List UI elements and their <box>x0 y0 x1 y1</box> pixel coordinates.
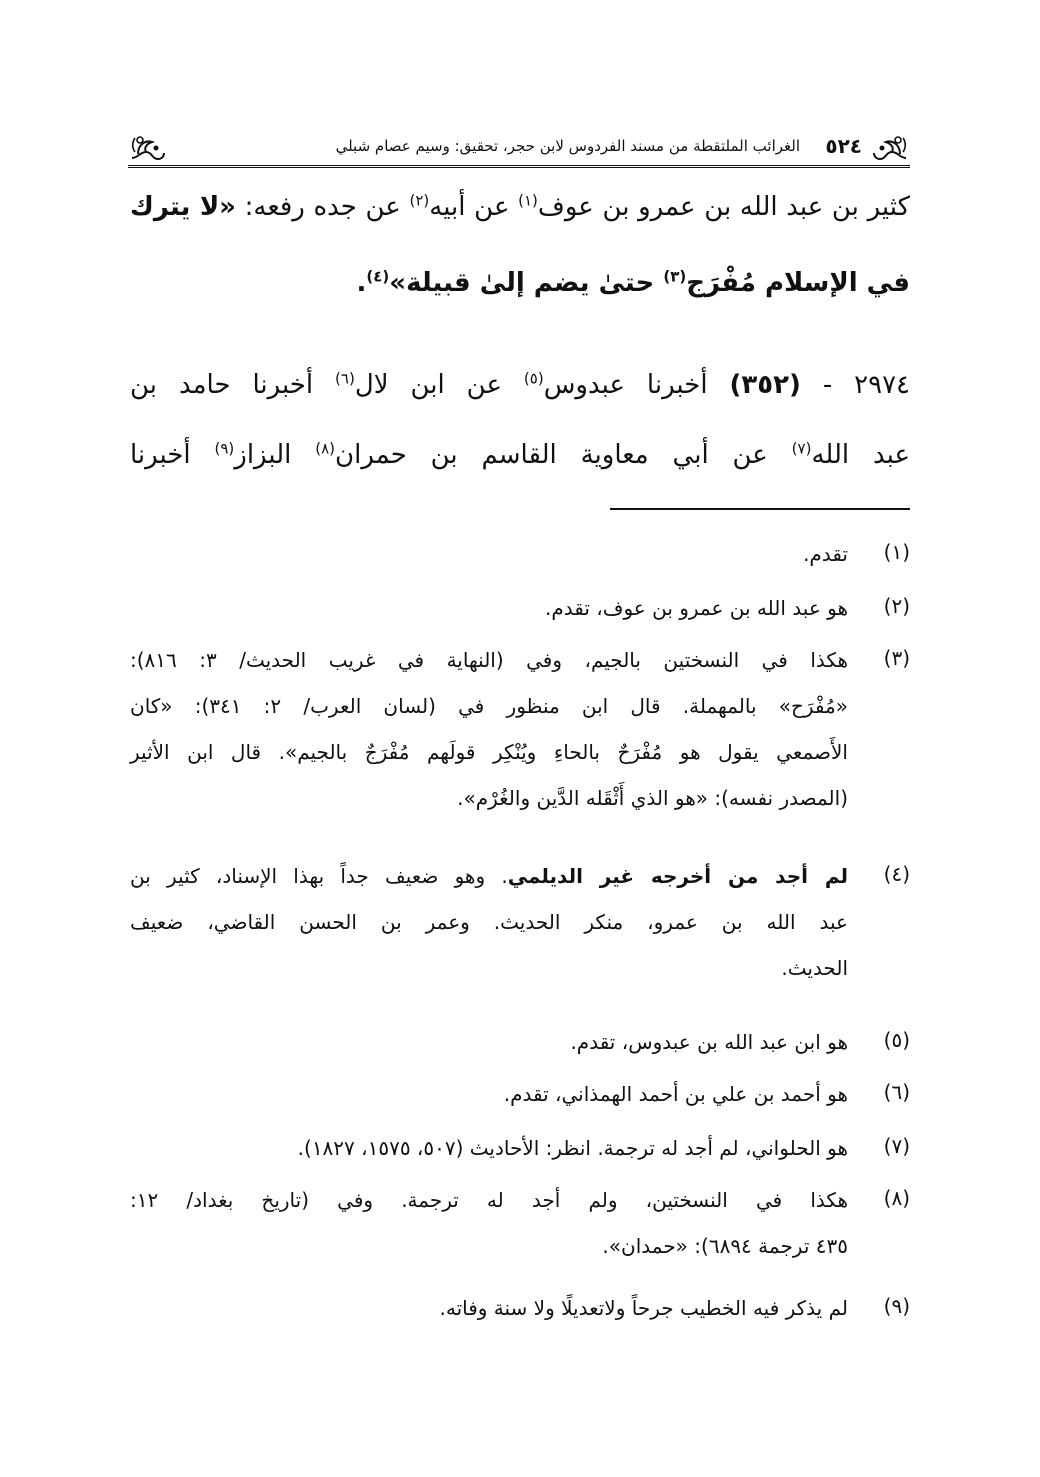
running-header <box>128 128 910 168</box>
footnote-text: هو ابن عبد الله بن عبدوس، تقدم. <box>570 1030 848 1054</box>
floral-ornament-icon <box>870 132 910 164</box>
main-text-line: في الإسلام مُفْرَج$^{(٣)}$ حتىٰ يضم إلىٰ قبيلة»$^{(٤)}$. <box>356 267 910 298</box>
footnote-text: الحديث. <box>781 956 848 980</box>
footnote-number: (٥) <box>883 1028 910 1052</box>
footnote-text: هكذا في النسختين بالجيم، وفي (النهاية في غريب الحديث/ ٣: ٨١٦): <box>130 648 848 672</box>
footnote-number: (٩) <box>883 1294 910 1318</box>
footnote-text: (المصدر نفسه): «هو الذي أَثْقَله الدَّين والغُرْم». <box>457 786 848 810</box>
page-number: ٥٢٤ <box>825 134 862 158</box>
footnote-number: (٢) <box>883 594 910 618</box>
footnote-number: (١) <box>883 540 910 564</box>
floral-ornament-icon <box>128 132 168 164</box>
footnote-text: ٤٣٥ ترجمة ٦٨٩٤): «حمدان». <box>602 1234 848 1258</box>
footnote-text: لم أجد من أخرجه غير الديلمي. وهو ضعيف جداً بهذا الإسناد، كثير بن <box>130 864 849 888</box>
footnote-text: لم يذكر فيه الخطيب جرحاً ولاتعديلًا ولا سنة وفاته. <box>439 1296 848 1320</box>
footnote-text: هو الحلواني، لم أجد له ترجمة. انظر: الأحاديث (٥٠٧، ١٥٧٥، ١٨٢٧). <box>297 1136 848 1160</box>
footnote-text: عبد الله بن عمرو، منكر الحديث. وعمر بن الحسن القاضي، ضعيف <box>130 910 848 934</box>
footnote-number: (٨) <box>883 1186 910 1210</box>
footnote-text: الأَصمعي يقول هو مُفْرَحٌ بالحاءِ ويُنْكِر قولَهم مُفْرَجٌ بالجيم». قال ابن الأثير <box>130 740 848 764</box>
footnote-number: (٧) <box>883 1134 910 1158</box>
main-text-line: كثير بن عبد الله بن عمرو بن عوف$^{(١)}$ عن أبيه$^{(٢)}$ عن جده رفعه: «لا يترك <box>130 191 910 222</box>
footnote-number: (٣) <box>883 646 910 670</box>
header-rule <box>128 165 910 168</box>
footnote-text: هو أحمد بن علي بن أحمد الهمذاني، تقدم. <box>503 1082 848 1106</box>
footnote-separator <box>610 508 910 510</box>
footnote-text: تقدم. <box>803 542 848 566</box>
footnote-number: (٤) <box>883 862 910 886</box>
hadith-heading-line: ٢٩٧٤ - (٣٥٢) أخبرنا عبدوس$^{(٥)}$ عن ابن لال$^{(٦)}$ أخبرنا حامد بن <box>130 369 910 400</box>
main-text-line: عبد الله$^{(٧)}$ عن أبي معاوية القاسم بن حمران$^{(٨)}$ البزاز$^{(٩)}$ أخبرنا <box>130 439 910 470</box>
footnote-text: هكذا في النسختين، ولم أجد له ترجمة. وفي (تاريخ بغداد/ ١٢: <box>130 1188 848 1212</box>
footnote-text: «مُفْرَح» بالمهملة. قال ابن منظور في (لسان العرب/ ٢: ٣٤١): «كان <box>130 694 848 718</box>
footnote-lead: لم أجد من أخرجه غير الديلمي <box>507 864 849 888</box>
running-title: الغرائب الملتقطة من مسند الفردوس لابن حجر، تحقيق: وسيم عصام شبلي <box>335 137 800 155</box>
footnote-text: هو عبد الله بن عمرو بن عوف، تقدم. <box>545 596 848 620</box>
footnote-number: (٦) <box>883 1080 910 1104</box>
